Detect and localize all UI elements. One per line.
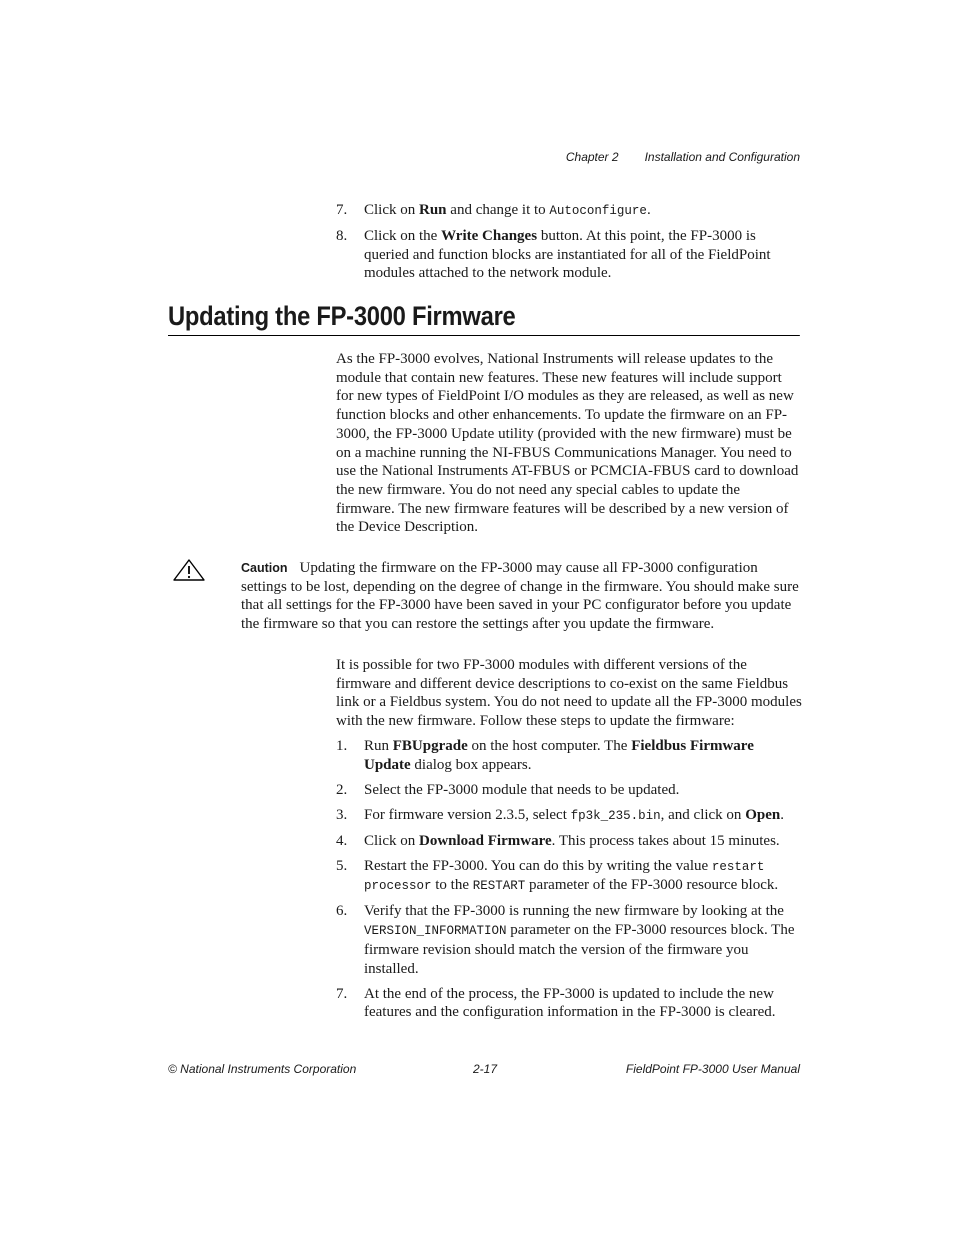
update-steps-list [336, 737, 802, 1028]
chapter-label: Chapter 2 [565, 150, 619, 164]
footer-copyright: © National Instruments Corporation [168, 1062, 357, 1076]
list-item: 8. Click on the Write Changes button. At this point, the FP-3000 is queried and function blocks are instantiated for all of the FieldPoint modules attached to the network module. [336, 228, 771, 282]
list-item: 7. Click on Run and change it to Autoconfigure. [336, 202, 651, 218]
caution-text: Updating the firmware on the FP-3000 may cause all FP-3000 configuration settings to be lost, depending on the degree of change in the firmware. You should make sure that all settings for the FP-3000 have been saved in your PC configurator before you update the firmware so that you can restore the settings after you update the firmware. [241, 560, 799, 633]
footer-manual-title: FieldPoint FP-3000 User Manual [625, 1062, 800, 1076]
list-item: 2. Select the FP-3000 module that needs to be updated. [336, 781, 680, 798]
second-paragraph: It is possible for two FP-3000 modules with different versions of the firmware and different device descriptions to co-exist on the same Fieldbus link or a Fieldbus system. You do not need to update all the FP-3000 modules with the new firmware. Follow these steps to update the firmware: [336, 657, 802, 730]
list-item: 4. Click on Download Firmware. This process takes about 15 minutes. [336, 832, 780, 849]
list-item: 6. Verify that the FP-3000 is running the new firmware by looking at the VERSION_INFORMATION parameter on the FP-3000 resources block. The firmware revision should match the version of the firmware you installed. [336, 903, 795, 977]
list-item: 7. At the end of the process, the FP-3000 is updated to include the new features and the configuration information in the FP-3000 is cleared. [336, 985, 776, 1021]
list-item: 5. Restart the FP-3000. You can do this by writing the value restart processor to the RESTART parameter of the FP-3000 resource block. [336, 857, 779, 894]
caution-label: Caution [241, 561, 288, 575]
intro-paragraph: As the FP-3000 evolves, National Instruments will release updates to the module that contain new features. These new features will include support for new types of FieldPoint I/O modules as they are released, as well as new function blocks and other enhancements. To update the firmware on an FP-3000, the FP-3000 Update utility (provided with the new firmware) must be on a machine running the NI-FBUS Communications Manager. You need to use the National Instruments AT-FBUS or PCMCIA-FBUS card to download the new firmware. You do not need any special cables to update the firmware. The new firmware features will be described by a new version of the Device Description. [336, 351, 799, 536]
running-header [566, 150, 800, 164]
list-item: 3. For firmware version 2.3.5, select fp3k_235.bin, and click on Open. [336, 806, 784, 823]
caution-note [241, 559, 801, 634]
list-item: 1. Run FBUpgrade on the host computer. The Fieldbus Firmware Update dialog box appears. [336, 738, 754, 773]
section-heading: Updating the FP-3000 Firmware [168, 300, 800, 336]
top-steps-list [336, 201, 802, 289]
section-label: Installation and Configuration [644, 150, 800, 164]
page-number: 2-17 [473, 1062, 498, 1076]
warning-triangle-icon [172, 558, 206, 582]
